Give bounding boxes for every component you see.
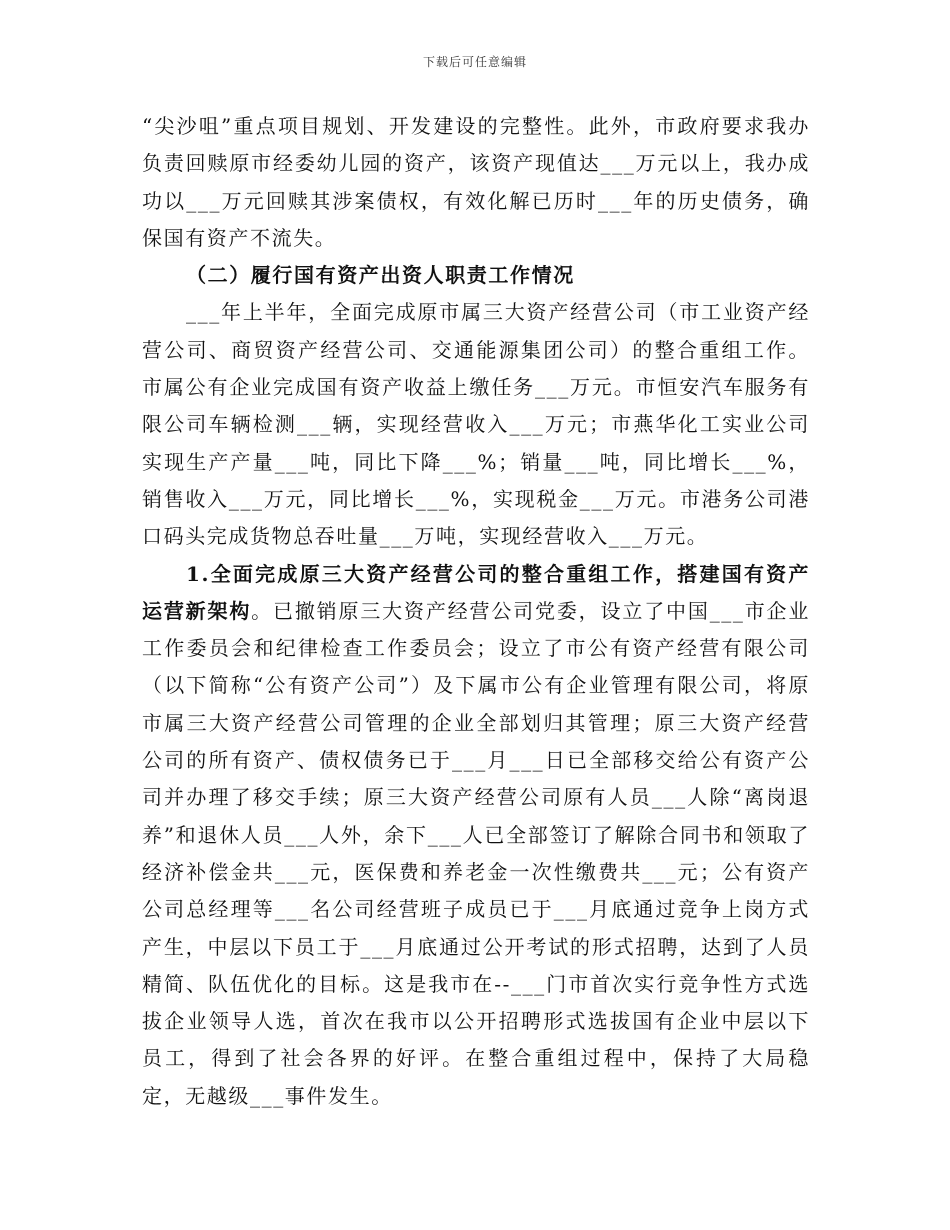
- section-heading: （二）履行国有资产出资人职责工作情况: [186, 263, 575, 288]
- paragraph-first-half-summary: ___年上半年，全面完成原市属三大资产经营公司（市工业资产经营公司、商贸资产经营公司、交通能源集团公司）的整合重组工作。市属公有企业完成国有资产收益上缴任务___万元。市恒安汽车服务有限公司车辆检测___辆，实现经营收入___万元；市燕华化工实业公司实现生产产量___吨，同比下降___%；销量___吨，同比增长___%，销售收入___万元，同比增长___%，实现税金___万元。市港务公司港口码头完成货物总吞吐量___万吨，实现经营收入___万元。: [142, 300, 810, 549]
- page-header: 下载后可任意编辑: [422, 55, 527, 69]
- restructuring-detail: 。已撤销原三大资产经营公司党委，设立了中国___市企业工作委员会和纪律检查工作委员会；设立了市公有资产经营有限公司（以下简称“公有资产公司”）及下属市公有企业管理有限公司，将原市属三大资产经营公司管理的企业全部划归其管理；原三大资产经营公司的所有资产、债权债务已于___月___日已全部移交给公有资产公司并办理了移交手续；原三大资产经营公司原有人员___人除“离岗退养”和退休人员___人外，余下___人已全部签订了解除合同书和领取了经济补偿金共___元，医保费和养老金一次性缴费共___元；公有资产公司总经理等___名公司经营班子成员已于___月底通过竞争上岗方式产生，中层以下员工于___月底通过公开考试的形式招聘，达到了人员精简、队伍优化的目标。这是我市在--___门市首次实行竞争性方式选拔企业领导人选，首次在我市以公开招聘形式选拔国有企业中层以下员工，得到了社会各界的好评。在整合重组过程中，保持了大局稳定，无越级___事件发生。: [142, 598, 810, 1108]
- document-body: [142, 108, 810, 1115]
- paragraph-restructuring: [142, 556, 810, 1115]
- restructuring-bold-lead: 1.全面完成原三大资产经营公司的整合重组工作，搭建国有资产运营新架构: [142, 561, 810, 623]
- paragraph-asset-redemption: “尖沙咀”重点项目规划、开发建设的完整性。此外，市政府要求我办负责回赎原市经委幼儿园的资产，该资产现值达___万元以上，我办成功以___万元回赎其涉案债权，有效化解已历时___年的历史债务，确保国有资产不流失。: [142, 114, 810, 250]
